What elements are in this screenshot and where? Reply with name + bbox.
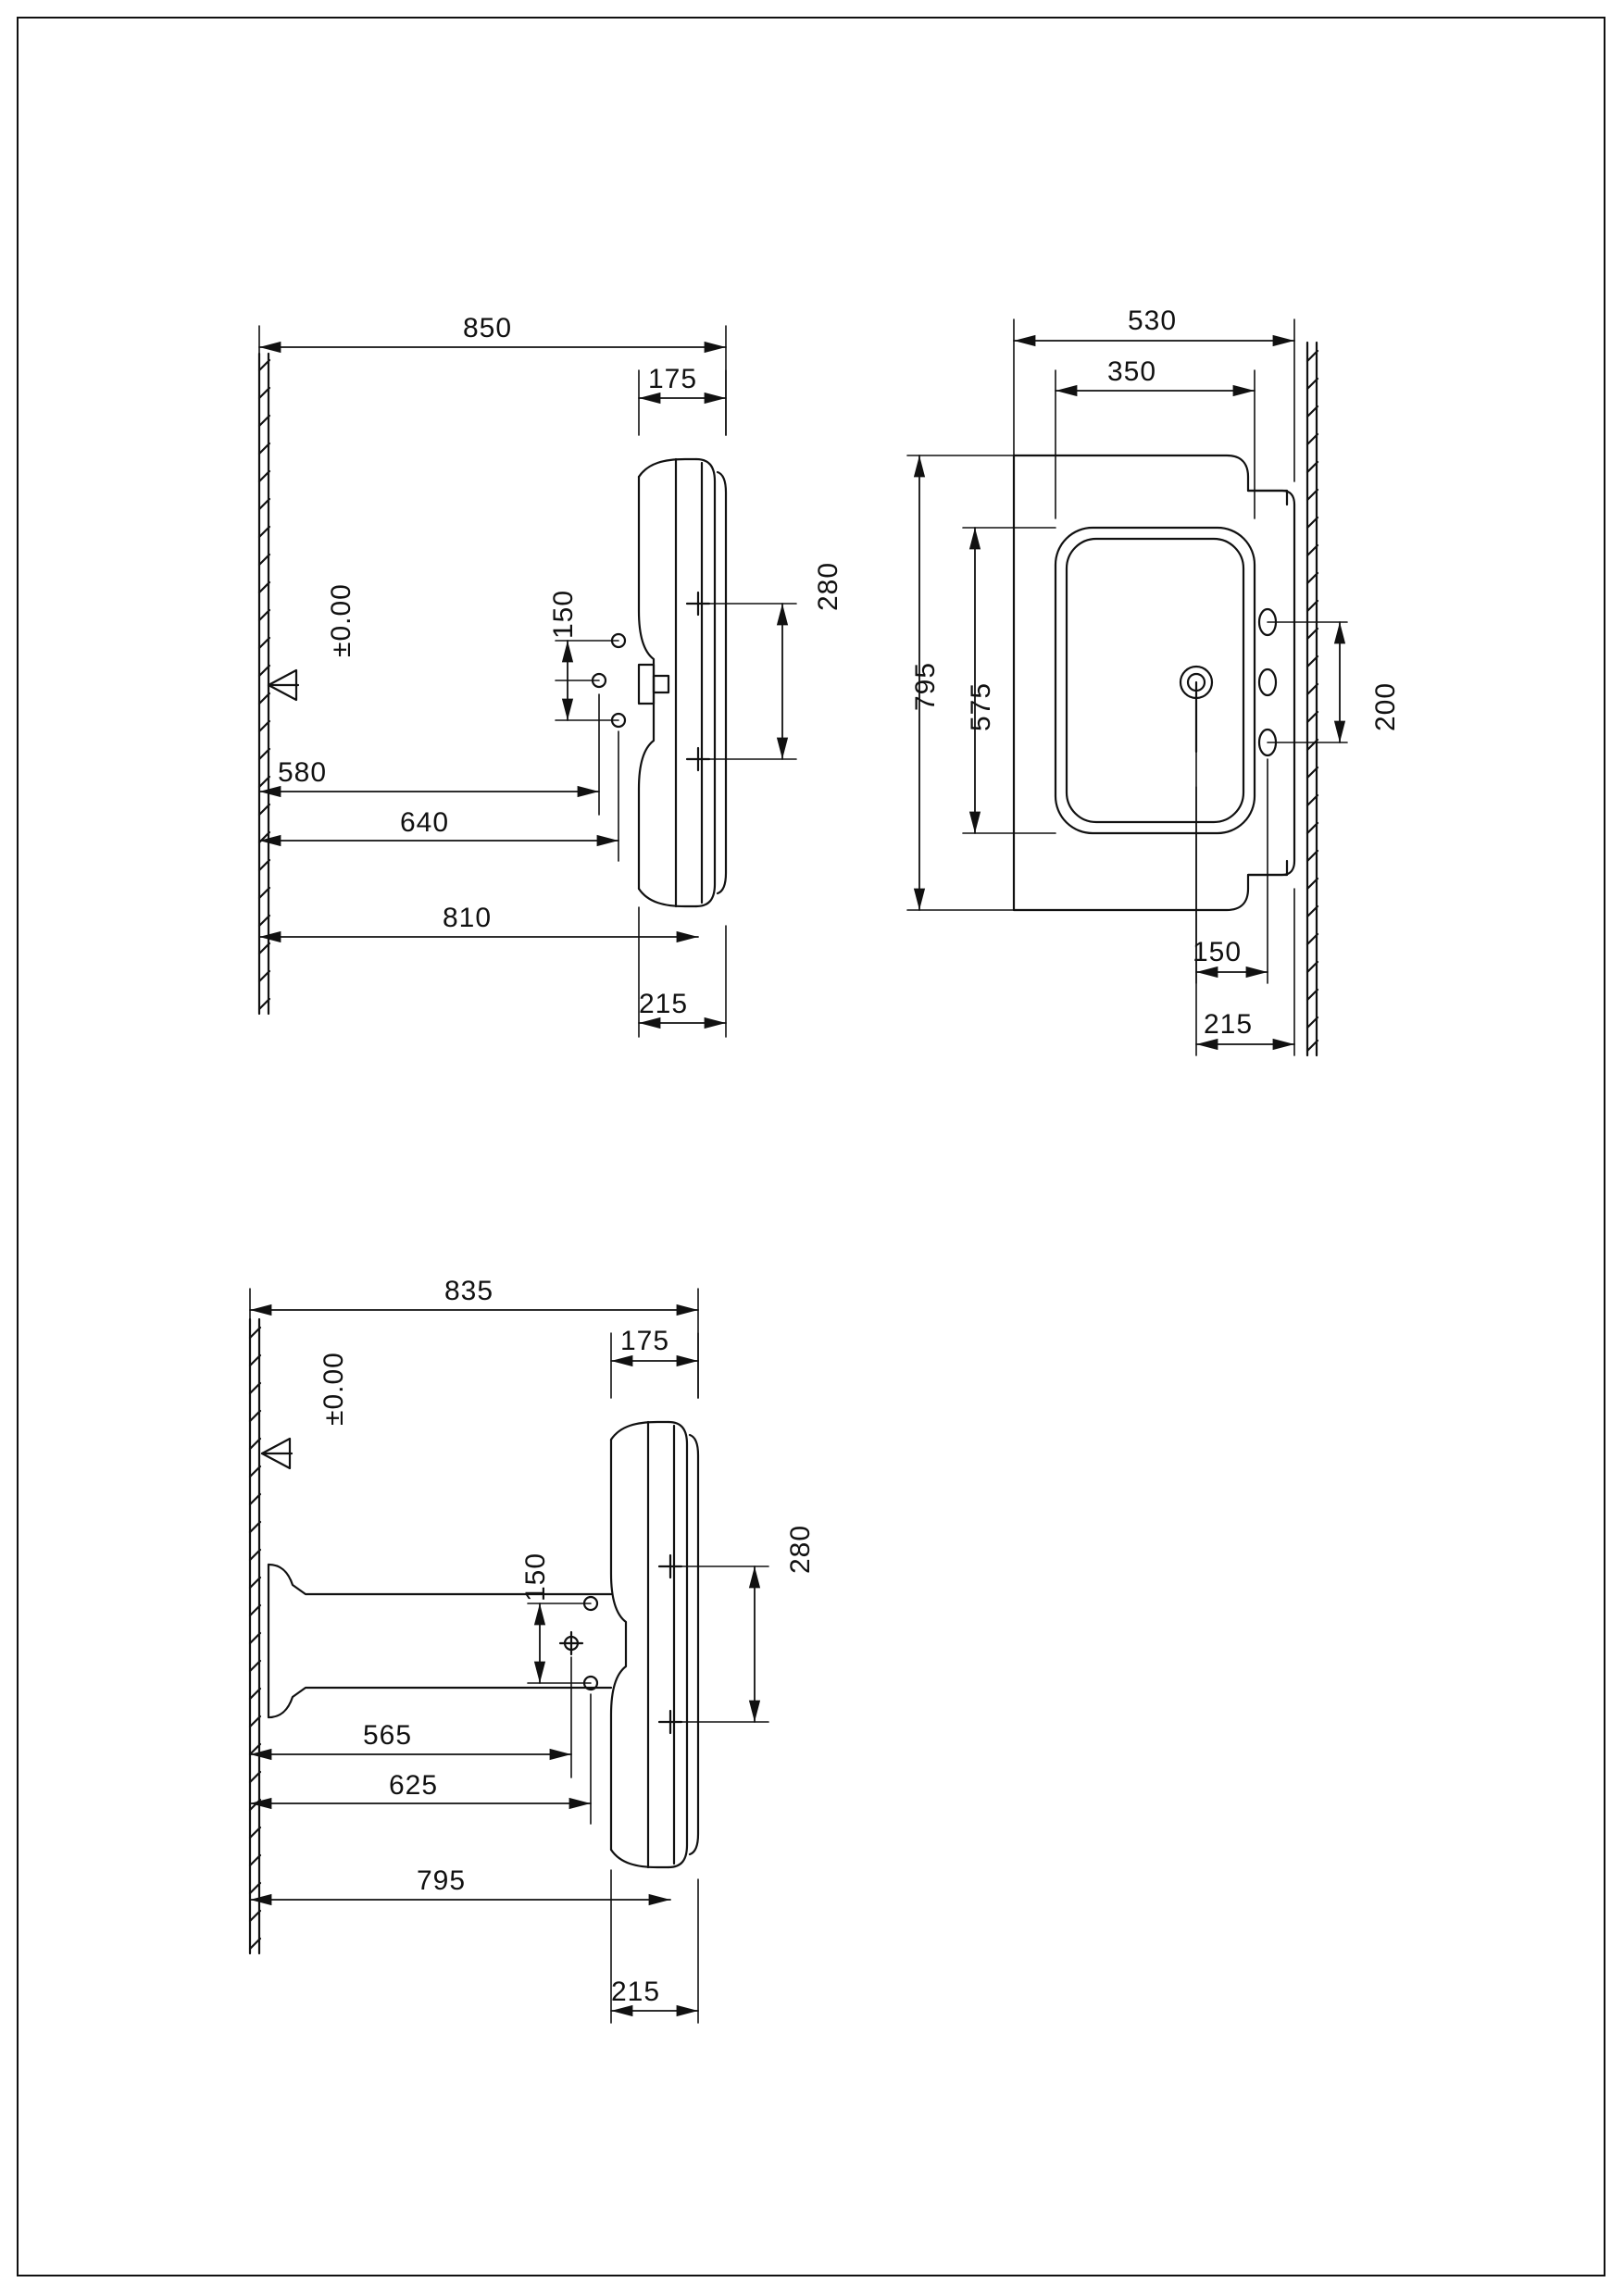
wall-line-3 xyxy=(250,1319,260,1953)
dim-label-565: 565 xyxy=(363,1720,413,1751)
datum-symbol-1 xyxy=(269,670,298,700)
basin-side-profile-1 xyxy=(639,459,726,906)
dim-label-625: 625 xyxy=(389,1770,439,1801)
dim-label-150: 150 xyxy=(548,589,579,639)
dim-label-175: 175 xyxy=(648,364,698,394)
dim-label-215-right: 215 xyxy=(1204,1009,1254,1040)
datum-symbol-2 xyxy=(262,1439,292,1468)
dim-label-530: 530 xyxy=(1128,306,1178,336)
dim-label-215-bottom: 215 xyxy=(611,1977,661,2007)
basin-bowl xyxy=(1056,528,1255,833)
dim-label-280: 280 xyxy=(813,561,843,611)
dim-label-150-right: 150 xyxy=(1193,937,1243,967)
dim-label-850: 850 xyxy=(463,313,513,343)
datum-label-1: ±0.00 xyxy=(326,583,356,657)
dim-label-575: 575 xyxy=(966,681,996,731)
fixing-points-2 xyxy=(560,1597,597,1690)
basin-side-profile-2 xyxy=(611,1422,698,1867)
dim-label-580: 580 xyxy=(278,757,328,788)
dim-label-350: 350 xyxy=(1107,356,1157,387)
datum-label-2: ±0.00 xyxy=(319,1352,349,1426)
fixing-slots-2 xyxy=(1259,609,1276,755)
wall-line-2 xyxy=(1307,343,1318,1055)
wall-line-1 xyxy=(259,354,269,1014)
dim-label-810: 810 xyxy=(443,903,493,933)
dimension-lines-1 xyxy=(259,347,782,1023)
dim-label-795: 795 xyxy=(910,661,941,711)
tap-hole xyxy=(1181,667,1212,752)
dim-label-835: 835 xyxy=(444,1276,494,1306)
dim-label-175-bottom: 175 xyxy=(620,1326,670,1356)
dim-label-200: 200 xyxy=(1370,681,1401,731)
dim-label-215: 215 xyxy=(639,989,689,1019)
dim-label-280-bottom: 280 xyxy=(785,1524,816,1574)
pedestal-profile xyxy=(269,1565,611,1717)
dim-label-795-bottom: 795 xyxy=(417,1865,467,1896)
dim-label-150-bottom: 150 xyxy=(520,1552,551,1602)
cross-marks-1 xyxy=(687,592,709,770)
cross-marks-2 xyxy=(659,1555,681,1733)
dim-label-640: 640 xyxy=(400,807,450,838)
